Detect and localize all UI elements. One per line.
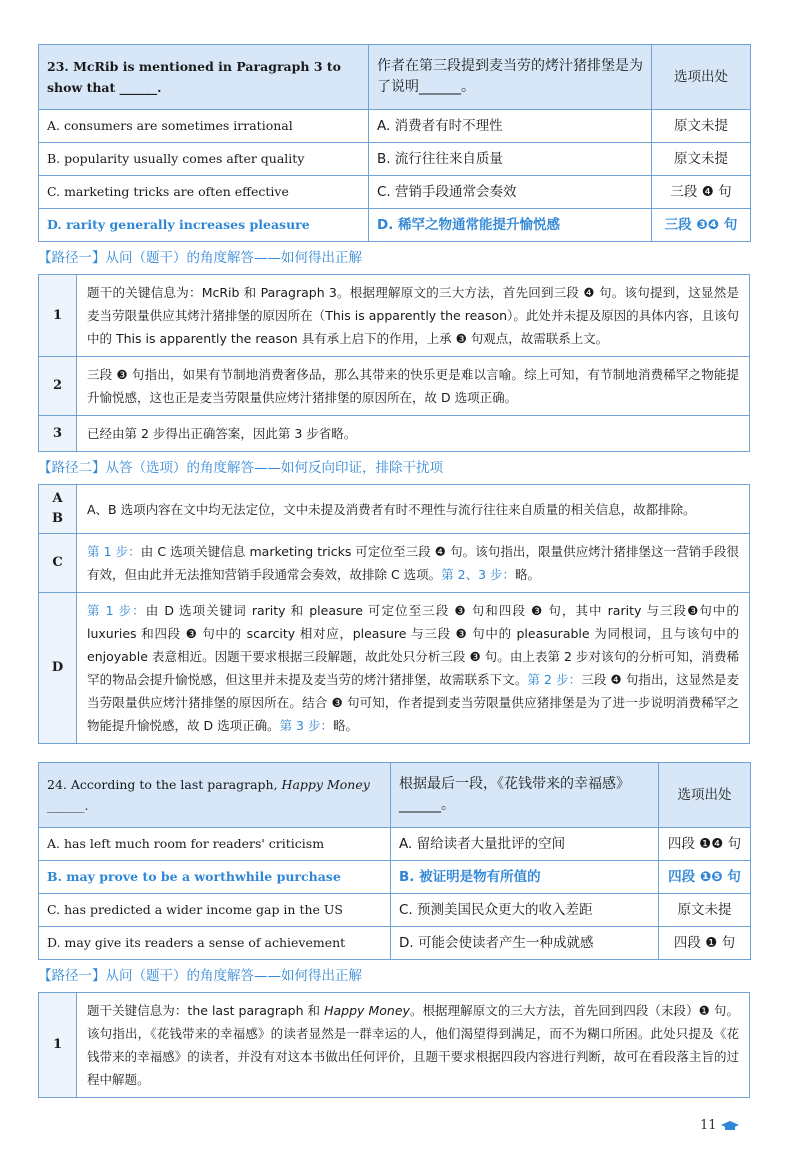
q23-stem-en: 23. McRib is mentioned in Paragraph 3 to show that ______. [39,45,369,110]
q23-option-b [39,143,751,176]
option-en: D. rarity generally increases pleasure [39,209,369,242]
q23-route2-title: 【路径二】从答（选项）的角度解答——如何反向印证，排除干扰项 [38,460,443,476]
step-row [39,416,750,452]
analysis-text [77,534,750,593]
option-key: D [39,593,77,744]
step-number: 3 [39,416,77,452]
q24-option-b-correct [39,861,751,894]
option-cn: D. 稀罕之物通常能提升愉悦感 [369,209,652,242]
q24-source-header: 选项出处 [659,763,751,828]
q24-option-a [39,828,751,861]
option-source: 三段 ❸❹ 句 [652,209,751,242]
stem-text: 24. According to the last paragraph, [47,777,282,792]
option-analysis-c [39,534,750,593]
step-text [77,993,750,1098]
option-en: C. marketing tricks are often effective [39,176,369,209]
step-body: 略。 [332,718,358,733]
q23-options-table [38,44,751,242]
q23-route1-steps [38,274,750,452]
q23-route2-options [38,484,750,744]
step-text: 题干的关键信息为：McRib 和 Paragraph 3。根据理解原文的三大方法，首先回到三段 ❹ 句。该句提到，这显然是麦当劳限量供应其烤汁猪排堡的原因所在（This is apparently the reason）。此处并未提及原因的具体内容，且该句中的 This is apparently the reason 具有承上启下的作用，上承 ❸ 句观点，故需联系上文。 [77,275,750,357]
step-body: 。根据理解原文的三大方法，首先回到四段（末段）❶ 句。该句指出，《花钱带来的幸福感》的读者显然是一群幸运的人，他们渴望得到满足，而不为糊口所困。此处只提及《花钱带来的幸福感》的读者，并没有对这本书做出任何评价，且题干要求根据四段内容进行判断，故可在看段落主旨的过程中解题。 [87,1003,739,1087]
option-key: A B [39,485,77,534]
step-row [39,993,750,1098]
page-content [38,44,750,1098]
q24-stem-cn: 根据最后一段，《花钱带来的幸福感》______。 [391,763,659,828]
step-label: 第 3 步： [279,718,333,733]
option-cn: A. 消费者有时不理性 [369,110,652,143]
graduation-cap-icon [721,1121,739,1131]
option-source: 原文未提 [659,894,751,927]
option-key: C [39,534,77,593]
page-number-text: 11 [700,1118,717,1133]
step-number: 1 [39,993,77,1098]
q23-route1-title: 【路径一】从问（题干）的角度解答——如何得出正解 [38,250,362,266]
step-number: 2 [39,357,77,416]
step-text: 已经由第 2 步得出正确答案，因此第 3 步省略。 [77,416,750,452]
step-number: 1 [39,275,77,357]
stem-blank: ______. [47,798,89,813]
step-text: 三段 ❸ 句指出，如果有节制地消费奢侈品，那么其带来的快乐更是难以言喻。综上可知，有节制地消费稀罕之物能提升愉悦感，这也正是麦当劳限量供应烤汁猪排堡的原因所在，故 D 选项正确。 [77,357,750,416]
q24-route1-steps [38,992,750,1098]
option-analysis-d [39,593,750,744]
step-row [39,275,750,357]
step-body: 略。 [515,567,541,582]
q23-stem-cn: 作者在第三段提到麦当劳的烤汁猪排堡是为了说明______。 [369,45,652,110]
step-body: 由 D 选项关键词 rarity 和 pleasure 可定位至三段 ❸ 句和四段 ❸ 句，其中 rarity 与三段❸句中的 luxuries 和四段 ❸ 句中的 scarcity 相对应，pleasure 与三段 ❸ 句中的 pleasurable 为同根词，且与该句中的 enjoyable 表意相近。因题干要求根据三段解题，故此处只分析三段 ❸ 句。由上表第 2 步对该句的分析可知，消费稀罕的物品会提升愉悦感，但这里并未提及麦当劳的烤汁猪排堡，故需联系下文。 [87,603,740,687]
step-body: 由 C 选项关键信息 marketing tricks 可定位至三段 ❹ 句。该句指出，限量供应烤汁猪排堡这一营销手段很有效，但由此并无法推知营销手段通常会奏效，故排除 C 选项。 [87,544,739,582]
q23-source-header: 选项出处 [652,45,751,110]
option-source: 四段 ❶❺ 句 [659,861,751,894]
step-label: 第 1 步： [87,544,141,559]
option-source: 四段 ❶❹ 句 [659,828,751,861]
step-row [39,357,750,416]
q23-option-a [39,110,751,143]
step-label: 第 1 步： [87,603,146,618]
option-source: 四段 ❶ 句 [659,927,751,960]
option-en: B. may prove to be a worthwhile purchase [39,861,391,894]
step-body: 三段 ❹ 句指出，这显然是麦当劳限量供应烤汁猪排堡的原因所在。结合 ❸ 句可知，作者提到麦当劳限量供应猪排堡是为了进一步说明消费稀罕之物能提升愉悦感，故 D 选项正确。 [87,672,739,733]
q23-option-d-correct [39,209,751,242]
option-en: C. has predicted a wider income gap in the US [39,894,391,927]
book-title: Happy Money [281,777,370,792]
q24-option-d [39,927,751,960]
q24-route1-title: 【路径一】从问（题干）的角度解答——如何得出正解 [38,968,362,984]
step-label: 第 2 步： [527,672,582,687]
option-cn: B. 被证明是物有所值的 [391,861,659,894]
option-en: B. popularity usually comes after quality [39,143,369,176]
q24-options-table [38,762,751,960]
book-title: Happy Money [324,1003,410,1018]
option-cn: B. 流行往往来自质量 [369,143,652,176]
analysis-text: A、B 选项内容在文中均无法定位，文中未提及消费者有时不理性与流行往往来自质量的相关信息，故都排除。 [77,485,750,534]
q24-option-c [39,894,751,927]
page-number [700,1118,739,1133]
option-cn: C. 营销手段通常会奏效 [369,176,652,209]
q23-option-c [39,176,751,209]
option-en: A. has left much room for readers' criticism [39,828,391,861]
analysis-text [77,593,750,744]
step-label: 第 2、3 步： [441,567,516,582]
option-source: 原文未提 [652,143,751,176]
option-cn: C. 预测美国民众更大的收入差距 [391,894,659,927]
option-en: A. consumers are sometimes irrational [39,110,369,143]
q24-stem-en [39,763,391,828]
option-cn: D. 可能会使读者产生一种成就感 [391,927,659,960]
option-cn: A. 留给读者大量批评的空间 [391,828,659,861]
option-source: 三段 ❹ 句 [652,176,751,209]
option-en: D. may give its readers a sense of achievement [39,927,391,960]
step-body: 题干关键信息为：the last paragraph 和 [87,1003,325,1018]
option-analysis-ab [39,485,750,534]
option-source: 原文未提 [652,110,751,143]
